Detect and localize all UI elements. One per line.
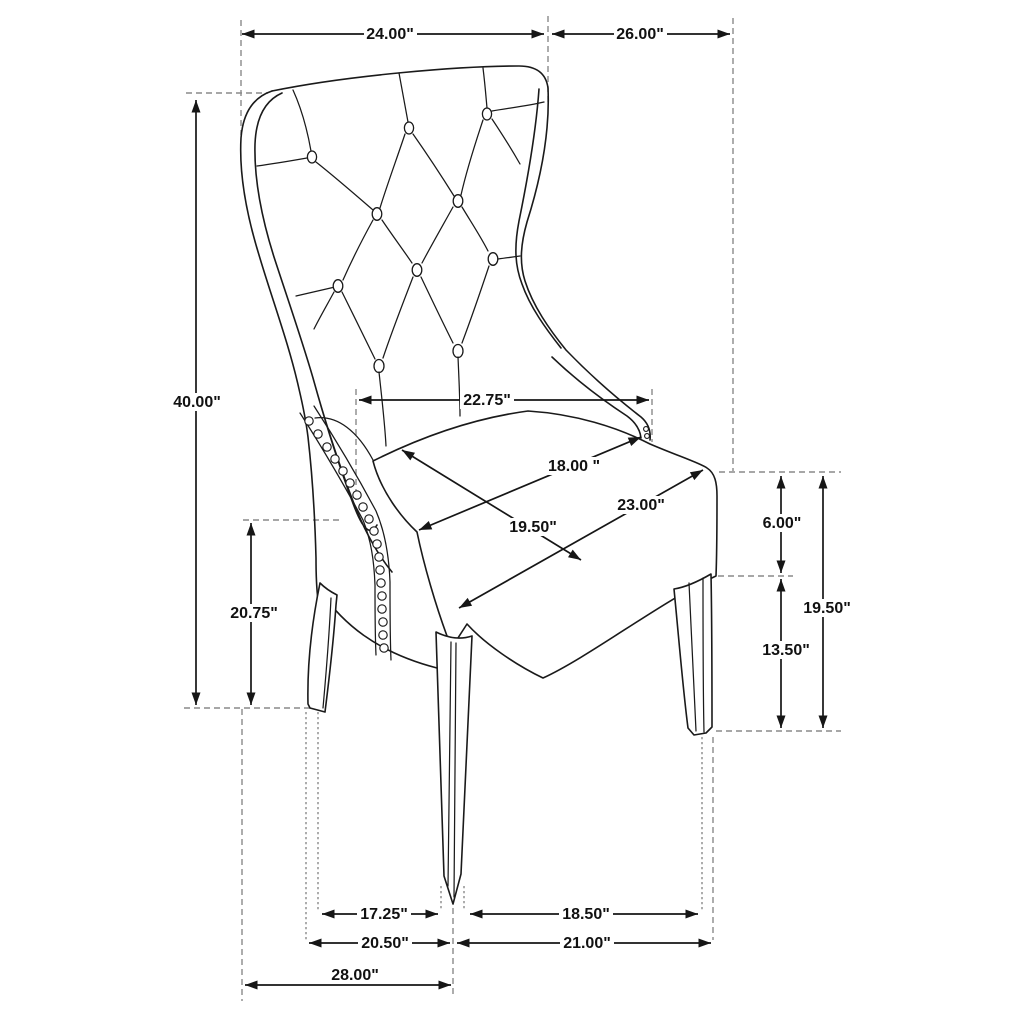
dim-floor-to-seat bbox=[800, 476, 854, 728]
dim-front-leg-spacing bbox=[470, 905, 698, 923]
dim-label-back-top-width: 24.00" bbox=[366, 26, 414, 44]
dim-seat-thickness bbox=[759, 476, 804, 573]
dim-label-front-leg-spacing: 18.50" bbox=[562, 906, 610, 924]
dim-label-overall-depth: 28.00" bbox=[331, 967, 379, 985]
dim-label-base-rear-depth: 20.50" bbox=[361, 935, 409, 953]
dim-base-rear-depth bbox=[309, 934, 450, 952]
seat-cushion bbox=[373, 411, 717, 678]
back-outer-right-edge bbox=[272, 66, 650, 440]
back-outer-left-edge bbox=[241, 91, 318, 600]
chair-drawing bbox=[241, 66, 717, 904]
dim-arm-height bbox=[227, 523, 281, 705]
front-right-leg bbox=[674, 574, 712, 735]
dim-back-width bbox=[359, 391, 649, 409]
dim-label-seat-interior-width: 18.00 " bbox=[547, 458, 601, 476]
tufting-buttons bbox=[307, 108, 497, 373]
dim-label-leg-height: 13.50" bbox=[762, 642, 810, 660]
dim-label-back-width: 22.75" bbox=[463, 392, 511, 410]
dim-label-seat-thickness: 6.00" bbox=[762, 515, 802, 533]
tufting-connectors bbox=[257, 102, 544, 296]
tufting bbox=[257, 68, 544, 446]
dim-seat-top-depth bbox=[552, 25, 730, 43]
tufting-pleats-top bbox=[293, 68, 487, 151]
back-left-leg bbox=[308, 583, 337, 712]
back-inner-left-seam bbox=[255, 93, 392, 572]
dim-back-top-width bbox=[242, 25, 544, 43]
dim-overall-depth bbox=[245, 967, 451, 985]
dim-label-back-leg-spacing: 17.25" bbox=[360, 906, 408, 924]
dim-label-overall-height: 40.00" bbox=[173, 394, 221, 412]
dim-label-seat-front-width: 23.00" bbox=[617, 497, 665, 515]
dim-label-arm-height: 20.75" bbox=[230, 605, 278, 623]
dim-overall-height bbox=[170, 100, 224, 705]
dim-label-seat-top-depth: 26.00" bbox=[616, 26, 664, 44]
dim-label-seat-depth: 19.50" bbox=[509, 519, 557, 537]
nailhead-band-outer bbox=[300, 413, 376, 655]
dim-label-floor-to-seat: 19.50" bbox=[803, 600, 851, 618]
tufting-lattice bbox=[314, 119, 520, 359]
side-rail-bottom bbox=[321, 592, 437, 668]
dim-label-base-front-width: 21.00" bbox=[563, 935, 611, 953]
dim-base-front-width bbox=[457, 934, 711, 952]
front-center-leg bbox=[436, 632, 472, 904]
dim-back-leg-spacing bbox=[322, 905, 438, 923]
